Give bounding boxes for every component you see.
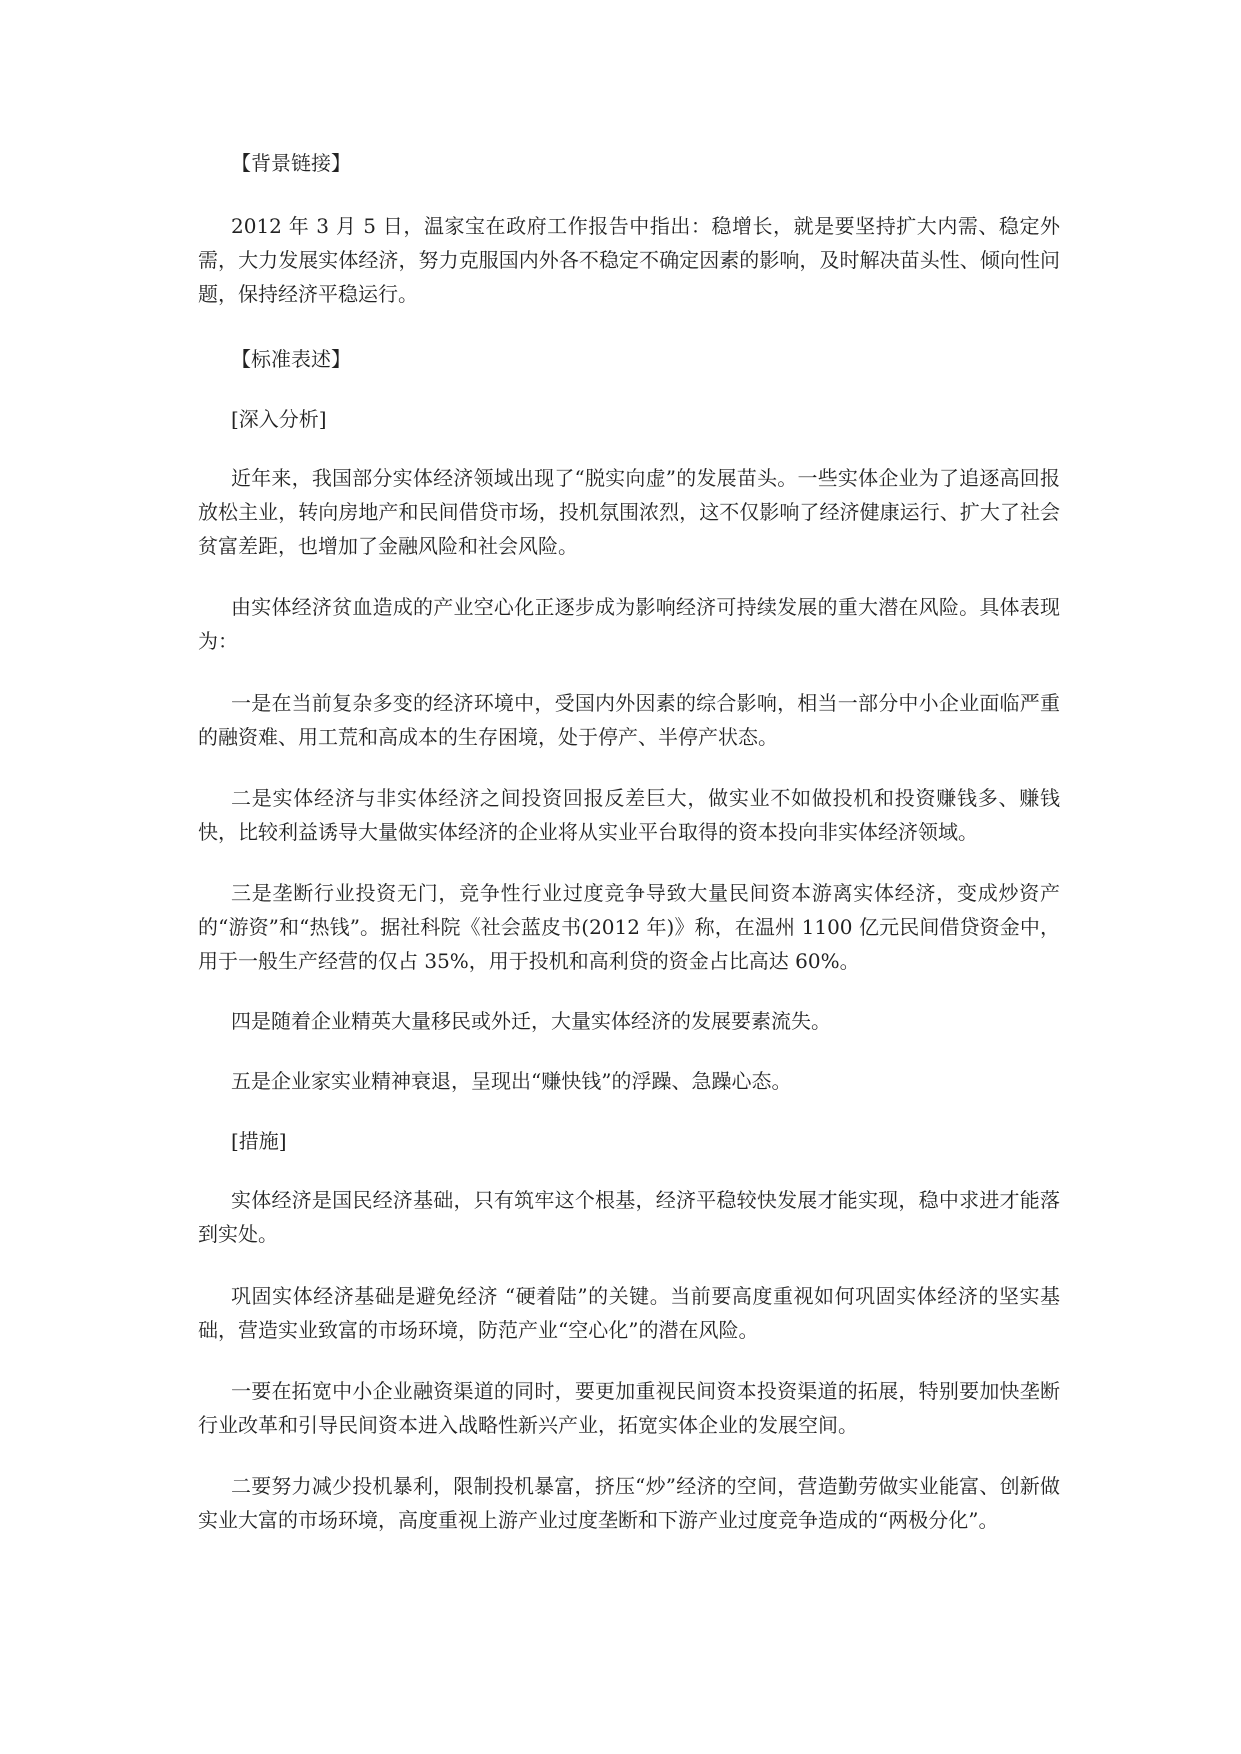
subheading-measures: [措施] bbox=[231, 1129, 287, 1153]
section-heading-background: 【背景链接】 bbox=[231, 151, 351, 175]
paragraph-hard-landing: 巩固实体经济基础是避免经济 “硬着陆”的关键。当前要高度重视如何巩固实体经济的坚实基础，营造实业致富的市场环境，防范产业“空心化”的潜在风险。 bbox=[198, 1284, 1060, 1342]
paragraph-measure-one: 一要在拓宽中小企业融资渠道的同时，要更加重视民间资本投资渠道的拓展，特别要加快垄断行业改革和引导民间资本进入战略性新兴产业，拓宽实体企业的发展空间。 bbox=[198, 1379, 1060, 1437]
paragraph-background-text: 2012 年 3 月 5 日，温家宝在政府工作报告中指出：稳增长，就是要坚持扩大内需、稳定外需，大力发展实体经济，努力克服国内外各不稳定不确定因素的影响，及时解决苗头性、倾向性问题，保持经济平稳运行。 bbox=[198, 214, 1060, 306]
paragraph-point-five: 五是企业家实业精神衰退，呈现出“赚快钱”的浮躁、急躁心态。 bbox=[231, 1069, 792, 1093]
section-heading-standard: 【标准表述】 bbox=[231, 347, 351, 371]
paragraph-point-four: 四是随着企业精英大量移民或外迁，大量实体经济的发展要素流失。 bbox=[231, 1009, 831, 1033]
subheading-analysis: [深入分析] bbox=[231, 407, 327, 431]
paragraph-point-two: 二是实体经济与非实体经济之间投资回报反差巨大，做实业不如做投机和投资赚钱多、赚钱快，比较利益诱导大量做实体经济的企业将从实业平台取得的资本投向非实体经济领域。 bbox=[198, 786, 1060, 844]
paragraph-foundation: 实体经济是国民经济基础，只有筑牢这个根基，经济平稳较快发展才能实现，稳中求进才能落到实处。 bbox=[198, 1188, 1060, 1246]
paragraph-recent-years: 近年来，我国部分实体经济领域出现了“脱实向虚”的发展苗头。一些实体企业为了追逐高回报放松主业，转向房地产和民间借贷市场，投机氛围浓烈，这不仅影响了经济健康运行、扩大了社会贫富差距，也增加了金融风险和社会风险。 bbox=[198, 466, 1060, 558]
paragraph-point-three: 三是垄断行业投资无门，竞争性行业过度竞争导致大量民间资本游离实体经济，变成炒资产的“游资”和“热钱”。据社科院《社会蓝皮书(2012 年)》称，在温州 1100 亿元民间借贷资金中，用于一般生产经营的仅占 35%，用于投机和高利贷的资金占比高达 60%。 bbox=[198, 881, 1060, 973]
paragraph-point-one: 一是在当前复杂多变的经济环境中，受国内外因素的综合影响，相当一部分中小企业面临严重的融资难、用工荒和高成本的生存困境，处于停产、半停产状态。 bbox=[198, 691, 1060, 749]
paragraph-measure-two: 二要努力减少投机暴利，限制投机暴富，挤压“炒”经济的空间，营造勤劳做实业能富、创新做实业大富的市场环境，高度重视上游产业过度垄断和下游产业过度竞争造成的“两极分化”。 bbox=[198, 1474, 1060, 1532]
paragraph-hollowing: 由实体经济贫血造成的产业空心化正逐步成为影响经济可持续发展的重大潜在风险。具体表现为： bbox=[198, 595, 1060, 653]
